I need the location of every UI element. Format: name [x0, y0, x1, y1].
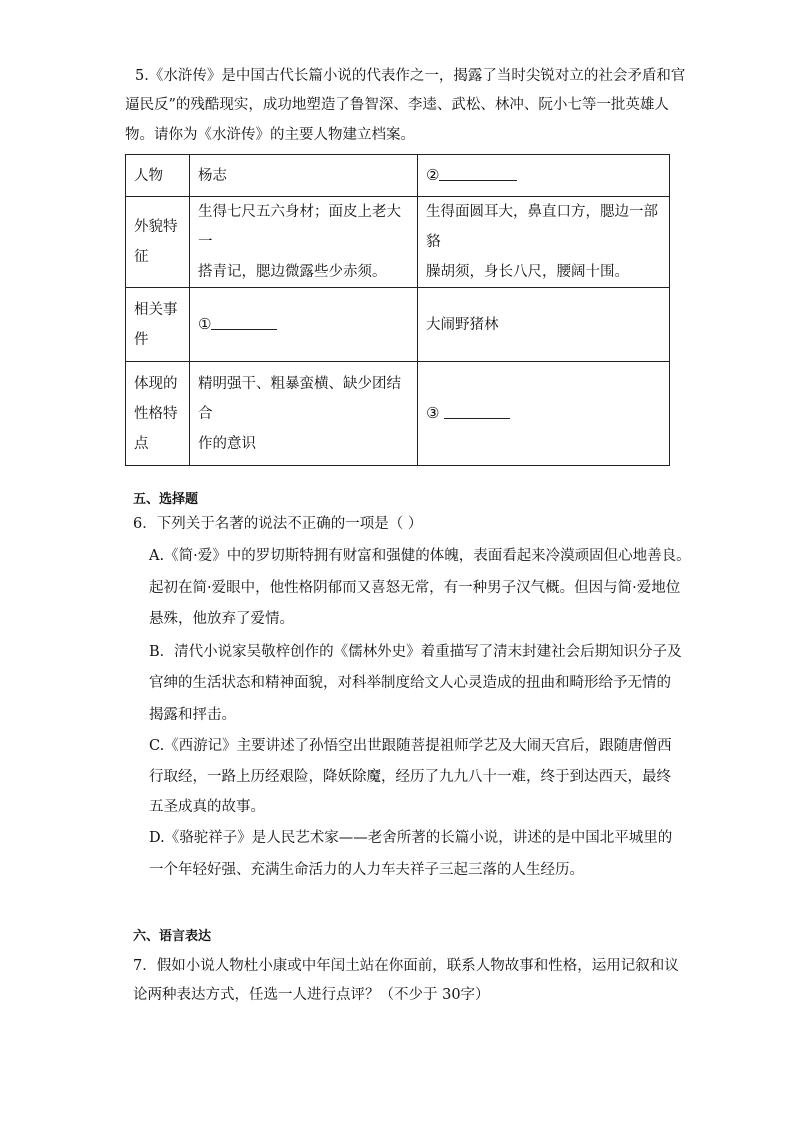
- table-row: [126, 155, 670, 197]
- answer-blank-1[interactable]: [211, 315, 277, 330]
- row-label-appearance: 外貌特 征: [126, 197, 190, 288]
- q7-line-2: 论两种表达方式，任选一人进行点评？（不少于 30字）: [133, 987, 490, 1003]
- cell-events-other: 大闹野猪林: [418, 288, 670, 362]
- character-profile-table: [125, 154, 670, 466]
- blank-marker-2: ②: [426, 166, 440, 184]
- blank-marker-3: ③: [426, 404, 440, 422]
- q7-line-1: 7．假如小说人物杜小康或中年闰土站在你面前，联系人物故事和性格，运用记叙和议: [133, 958, 679, 974]
- q6-option-d-line-1: D.《骆驼祥子》是人民艺术家——老舍所著的长篇小说，讲述的是中国北平城里的: [149, 830, 673, 846]
- answer-blank-3[interactable]: [444, 404, 510, 419]
- q6-option-c-line-3: 五圣成真的故事。: [149, 799, 265, 815]
- section-heading-choice: 五、选择题: [133, 492, 199, 507]
- answer-blank-2[interactable]: [439, 166, 517, 181]
- q6-option-a-line-2: 起初在简·爱眼中，他性格阴郁而又喜怒无常，有一种男子汉气概。但因与简·爱地位: [149, 580, 681, 596]
- q6-option-b-line-1: B．清代小说家吴敬梓创作的《儒林外史》着重描写了清末封建社会后期知识分子及: [149, 644, 682, 660]
- cell-personality-blank-3: [418, 362, 670, 466]
- q6-option-a-line-3: 悬殊，他放弃了爱情。: [149, 611, 294, 627]
- blank-marker-1: ①: [198, 315, 212, 333]
- cell-character-blank-2: [418, 155, 670, 197]
- cell-appearance-other: 生得面圆耳大，鼻直口方，腮边一部貉 臊胡须，身长八尺，腰阔十围。: [418, 197, 670, 288]
- cell-appearance-yangzhi: 生得七尺五六身材；面皮上老大一 搭青记，腮边微露些少赤须。: [190, 197, 418, 288]
- q6-option-b-line-2: 官绅的生活状态和精神面貌，对科举制度给文人心灵造成的扭曲和畸形给予无情的: [149, 675, 671, 691]
- section-heading-language: 六、语言表达: [133, 929, 212, 944]
- q5-line-1: 5.《水浒传》是中国古代长篇小说的代表作之一，揭露了当时尖锐对立的社会矛盾和官: [135, 68, 686, 84]
- q6-option-c-line-2: 行取经，一路上历经艰险，降妖除魔，经历了九九八十一难，终于到达西天，最终: [149, 769, 671, 785]
- row-label-personality: 体现的 性格特 点: [126, 362, 190, 466]
- cell-personality-yangzhi: 精明强干、粗暴蛮横、缺少团结合 作的意识: [190, 362, 418, 466]
- q5-line-3: 物。请你为《水浒传》的主要人物建立档案。: [125, 127, 415, 143]
- row-label-events: 相关事 件: [126, 288, 190, 362]
- table-row: [126, 288, 670, 362]
- q5-line-2: 逼民反”的残酷现实，成功地塑造了鲁智深、李逵、武松、林冲、阮小七等一批英雄人: [125, 97, 669, 113]
- row-label-character: 人物: [126, 155, 190, 197]
- q6-stem: 6．下列关于名著的说法不正确的一项是（ ）: [133, 516, 423, 532]
- table-row: [126, 362, 670, 466]
- q6-option-c-line-1: C.《西游记》主要讲述了孙悟空出世跟随菩提祖师学艺及大闹天宫后，跟随唐僧西: [149, 738, 672, 754]
- q6-option-d-line-2: 一个年轻好强、充满生命活力的人力车夫祥子三起三落的人生经历。: [149, 862, 584, 878]
- cell-events-blank-1: [190, 288, 418, 362]
- q6-option-b-line-3: 揭露和抨击。: [149, 707, 236, 723]
- cell-character-yangzhi: 杨志: [190, 155, 418, 197]
- table-row: [126, 197, 670, 288]
- q6-option-a-line-1: A.《简·爱》中的罗切斯特拥有财富和强健的体魄，表面看起来冷漠顽固但心地善良。: [149, 548, 691, 564]
